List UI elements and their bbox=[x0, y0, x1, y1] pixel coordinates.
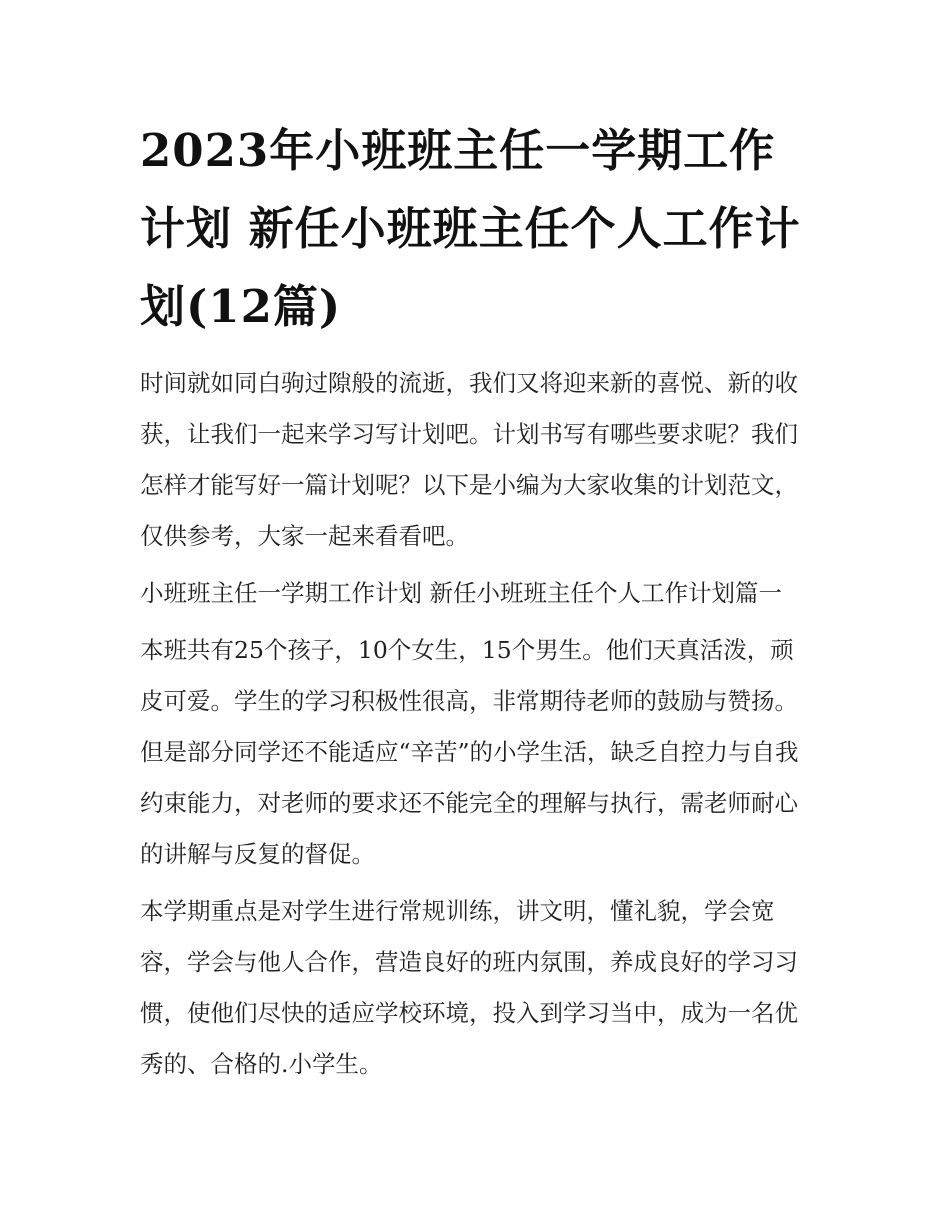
semester-focus-paragraph: 本学期重点是对学生进行常规训练，讲文明，懂礼貌，学会宽容，学会与他人合作，营造良好的班内氛围，养成良好的学习习惯，使他们尽快的适应学校环境，投入到学习当中，成为一名优秀的、合格的.小学生。 bbox=[140, 897, 798, 1078]
document-title-text: 2023年小班班主任一学期工作计划 新任小班班主任个人工作计划(12篇) bbox=[140, 124, 801, 333]
class-description-paragraph: 本班共有25个孩子，10个女生，15个男生。他们天真活泼，顽皮可爱。学生的学习积极性很高，非常期待老师的鼓励与赞扬。但是部分同学还不能适应“辛苦”的小学生活，缺乏自控力与自我约束能力，对老师的要求还不能完全的理解与执行，需老师耐心的讲解与反复的督促。 bbox=[140, 636, 799, 868]
document-page bbox=[140, 112, 812, 1090]
intro-paragraph: 时间就如同白驹过隙般的流逝，我们又将迎来新的喜悦、新的收获，让我们一起来学习写计划吧。计划书写有哪些要求呢？我们怎样才能写好一篇计划呢？以下是小编为大家收集的计划范文，仅供参考，大家一起来看看吧。 bbox=[140, 369, 798, 550]
section-heading: 小班班主任一学期工作计划 新任小班班主任个人工作计划篇一 bbox=[140, 579, 782, 607]
document-title bbox=[140, 112, 812, 346]
